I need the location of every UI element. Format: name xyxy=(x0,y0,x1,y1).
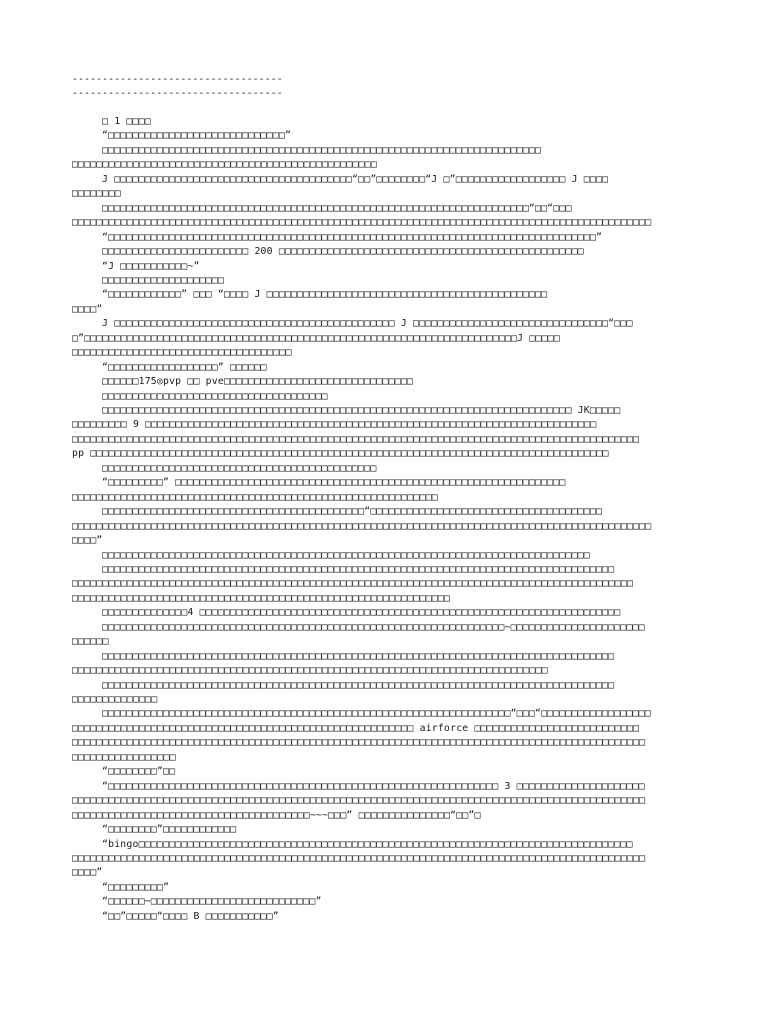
text-line: “□□□□□□□□□□□□” □□□ “□□□□ J □□□□□□□□□□□□□□□□□□□□□□□□□□□□□□□□□□□□□□□□□□□□□□ xyxy=(102,289,548,300)
text-line: J □□□□□□□□□□□□□□□□□□□□□□□□□□□□□□□□□□□□□□□“□□”□□□□□□□□“J □”□□□□□□□□□□□□□□□□□□ J □□□□ xyxy=(102,174,609,185)
text-line: □□□□□□□□□□□□□□□□□□□□□□□□□□□□□□□□□□□□□ xyxy=(102,391,328,402)
text-line: □□□□□□□□□□□□□□□□□□□□□□□□□□□□□□□□□□□□□□□□□□□□□□□□□□□□□□□□□□□□□□□□□□□□□□□□□□□□□□□□□□□□□□□□□□□□□ xyxy=(72,434,640,445)
text-line: “□□□□□□□□”□□ xyxy=(102,766,176,777)
text-line: □□□□□□□□□□□□□□□□□□□□□□□□□□□□□□□□□□□□ xyxy=(72,347,292,358)
text-line: □□□□□□□□□□□□□□4 □□□□□□□□□□□□□□□□□□□□□□□□□□□□□□□□□□□□□□□□□□□□□□□□□□□□□□□□□□□□□□□□□□□□□ xyxy=(102,607,621,618)
text-line: □□□□□□□□□□□□□□□□□□□□□□□□□□□□□□□□□□□□□□□□□□□□□□□□□□□□□□□□□□□□□□□□□□□□□□“□□“□□□ xyxy=(102,203,572,214)
text-line: □□□□□□□□□□□□□□□□□□□□□□□□□□□□□□□□□□□□□□□□□□□□□□□□□□□□□□□□□□□□□□□□□□~□□□□□□□□□□□□□□□□□□□□□□ xyxy=(102,622,645,633)
text-line: pp □□□□□□□□□□□□□□□□□□□□□□□□□□□□□□□□□□□□□□□□□□□□□□□□□□□□□□□□□□□□□□□□□□□□□□□□□□□□□□□□□□□□□ xyxy=(72,448,609,459)
text-line: □□□□□□ xyxy=(72,636,109,647)
text-line: □□□□□□□□□□□□□□□□□□□□□□□□□□□□□□□□□□□□□□□□□□□□□□□□□□□□□□□□□□□□□□□□□□□□□□□□□□□□□□□□□□□□□□□□□□□□□□□ xyxy=(72,521,652,532)
text-line: □□□□” xyxy=(72,867,103,878)
text-line: □□□□□□□□□□□□□□□□□ xyxy=(72,752,176,763)
text-line: □□□□□□□□□□□□□□□□□□□□□□□□□□□□□□□□□□□□□□□□□□□□□□□□□□□□□□□□□□□□□□□□□□□□□□□□□□□□□□□□ xyxy=(102,550,590,561)
text-line: □□□□□□□□□□□□□□□□□□□□□□□□□□□□□□□□□□□□□□□□□□□□□□□□□□□□□□□□ airforce □□□□□□□□□□□□□□□□□□□□□□□□□□□ xyxy=(72,723,640,734)
text-line: □□□□□□□□□□□□□□□□□□□□□□□□□□□□□□□□□□□□□□□□□□□□□□□□□□□□□□□□□□□□□□□□□□□□□□□□□□□□□□ xyxy=(72,665,548,676)
text-line: □□□□” xyxy=(72,535,103,546)
text-line: □□□□□□□□ xyxy=(72,188,121,199)
text-line: □□□□□□□□□□□□□□□□□□□□□□□□□□□□□□□□□□□□□□□□□□□□□□□□□□□□□□□□□□□□□□□□□□□□□□□□□□□□□□□□□□□□ xyxy=(102,680,615,691)
text-line: “□□□□□□□□□” xyxy=(102,882,170,893)
text-line: “□□□□□□□□□□□□□□□□□□” □□□□□□ xyxy=(102,362,267,373)
text-line: “□□”□□□□□“□□□□ B □□□□□□□□□□□” xyxy=(102,911,279,922)
text-line: □□□□□□□□□□□□□□□□□□□□□□□□□□□□□□□□□□□□□□□□□□□□□□□□□□□□□□□□□□□□□□□□□□□□□□□□ xyxy=(102,145,542,156)
text-line: □□□□□□□□□□□□□□□□□□□□□□□□□□□□□□□□□□□□□□□□□□□□□□□□□□□□□□□□□□□□□□ xyxy=(72,593,451,604)
text-line: □□□□□□□□□□□□□□□□□□□□□□□□□□□□□□□□□□□□□□□□□□□□□□□□□□□□□□□□□□□□□□□□□□□“□□□“□□□□□□□□□□□□□□□□□□ xyxy=(102,708,651,719)
text-line: □□□□□□□□□□□□□□□□□□□□□□□□□□□□□□□□□□□□□□□□□□□□□□□□□□□□□□□□□□□□□□□□□□□□□□□□□□□□□ JK□□□□□ xyxy=(102,405,621,416)
text-line: “bingo□□□□□□□□□□□□□□□□□□□□□□□□□□□□□□□□□□□□□□□□□□□□□□□□□□□□□□□□□□□□□□□□□□□□□□□□□□□□□□□□□ xyxy=(102,839,633,850)
text-line: □□□□□□□□□□□□□□□□□□□□□□□□□□□□□□□□□□□□□□□□□□□□□□□□□□□□□□□□□□□□□□□□□□□□□□□□□□□□□□□□□□□□□□□□□□□□□□□ xyxy=(72,217,652,228)
text-line: “J □□□□□□□□□□□~” xyxy=(102,261,200,272)
text-line: □□□□□□175◎pvp □□ pve□□□□□□□□□□□□□□□□□□□□□□□□□□□□□□□ xyxy=(102,376,414,387)
text-line: □□□□□□□□□ 9 □□□□□□□□□□□□□□□□□□□□□□□□□□□□□□□□□□□□□□□□□□□□□□□□□□□□□□□□□□□□□□□□□□□□□□□□□□ xyxy=(72,419,597,430)
text-line: □□□□” xyxy=(72,304,103,315)
text-line: □□□□□□□□□□□□□□□□□□□□□□□□□□□□□□□□□□□□□□□~~~□□□” □□□□□□□□□□□□□□□“□□”□ xyxy=(72,810,481,821)
text-line: □□□□□□□□□□□□□□□□□□□□□□□□□□□□□□□□□□□□□□□□□□□“□□□□□□□□□□□□□□□□□□□□□□□□□□□□□□□□□□□□□□ xyxy=(102,506,603,517)
text-line: □□□□□□□□□□□□□□□□□□□□□□□□□□□□□□□□□□□□□□□□□□□□□□□□□□□□□□□□□□□□ xyxy=(72,492,438,503)
text-line: J □□□□□□□□□□□□□□□□□□□□□□□□□□□□□□□□□□□□□□□□□□□□□□ J □□□□□□□□□□□□□□□□□□□□□□□□□□□□□□□□“□□□ xyxy=(102,318,633,329)
text-line: “□□□□□□□□□□□□□□□□□□□□□□□□□□□□□” xyxy=(102,130,292,141)
text-line: “□□□□□□□□□□□□□□□□□□□□□□□□□□□□□□□□□□□□□□□□□□□□□□□□□□□□□□□□□□□□□□□□ 3 □□□□□□□□□□□□□□□□□□□□□ xyxy=(102,781,645,792)
text-line: □□□□□□□□□□□□□□□□□□□□□□□□□□□□□□□□□□□□□□□□□□□□□□□□□□□□□□□□□□□□□□□□□□□□□□□□□□□□□□□□□□□□ xyxy=(102,564,615,575)
text-line: □□□□□□□□□□□□□□□□□□□□□□□□□□□□□□□□□□□□□□□□□□□□□ xyxy=(102,463,377,474)
text-line: □□□□□□□□□□□□□□ xyxy=(72,694,158,705)
text-line: □□□□□□□□□□□□□□□□□□□□□□□□□□□□□□□□□□□□□□□□□□□□□□□□□□□□□□□□□□□□□□□□□□□□□□□□□□□□□□□□□□□□□□□□□□□□ xyxy=(72,578,634,589)
separator-line: ----------------------------------- xyxy=(72,88,283,99)
text-line: “□□□□□□□□□□□□□□□□□□□□□□□□□□□□□□□□□□□□□□□□□□□□□□□□□□□□□□□□□□□□□□□□□□□□□□□□□□□□□□□□” xyxy=(102,232,603,243)
text-line: □□□□□□□□□□□□□□□□□□□□□□□□□□□□□□□□□□□□□□□□□□□□□□□□□□□□□□□□□□□□□□□□□□□□□□□□□□□□□□□□□□□□□□□□□□□□□□ xyxy=(72,795,646,806)
text-line: □□□□□□□□□□□□□□□□□□□□□□□□□□□□□□□□□□□□□□□□□□□□□□□□□□□□□□□□□□□□□□□□□□□□□□□□□□□□□□□□□□□□□□□□□□□□□□ xyxy=(72,853,646,864)
text-line: □□□□□□□□□□□□□□□□□□□□□□□□□□□□□□□□□□□□□□□□□□□□□□□□□□□□□□□□□□□□□□□□□□□□□□□□□□□□□□□□□□□□ xyxy=(102,651,615,662)
text-line: □□□□□□□□□□□□□□□□□□□□□□□□ 200 □□□□□□□□□□□□□□□□□□□□□□□□□□□□□□□□□□□□□□□□□□□□□□□□□□ xyxy=(102,246,584,257)
text-line: □”□□□□□□□□□□□□□□□□□□□□□□□□□□□□□□□□□□□□□□□□□□□□□□□□□□□□□□□□□□□□□□□□□□□□□□□J □□□□□ xyxy=(72,333,560,344)
text-line: □□□□□□□□□□□□□□□□□□□□ xyxy=(102,275,224,286)
separator-line: ----------------------------------- xyxy=(72,74,283,85)
text-line: □□□□□□□□□□□□□□□□□□□□□□□□□□□□□□□□□□□□□□□□□□□□□□□□□□□□□□□□□□□□□□□□□□□□□□□□□□□□□□□□□□□□□□□□□□□□□□ xyxy=(72,737,646,748)
text-line: □□□□□□□□□□□□□□□□□□□□□□□□□□□□□□□□□□□□□□□□□□□□□□□□□□ xyxy=(72,159,377,170)
text-line: “□□□□□□~□□□□□□□□□□□□□□□□□□□□□□□□□□□” xyxy=(102,896,322,907)
text-line: “□□□□□□□□□” □□□□□□□□□□□□□□□□□□□□□□□□□□□□□□□□□□□□□□□□□□□□□□□□□□□□□□□□□□□□□□□□ xyxy=(102,477,566,488)
text-line: “□□□□□□□□”□□□□□□□□□□□□ xyxy=(102,824,237,835)
text-line: □ 1 □□□□ xyxy=(102,116,151,127)
